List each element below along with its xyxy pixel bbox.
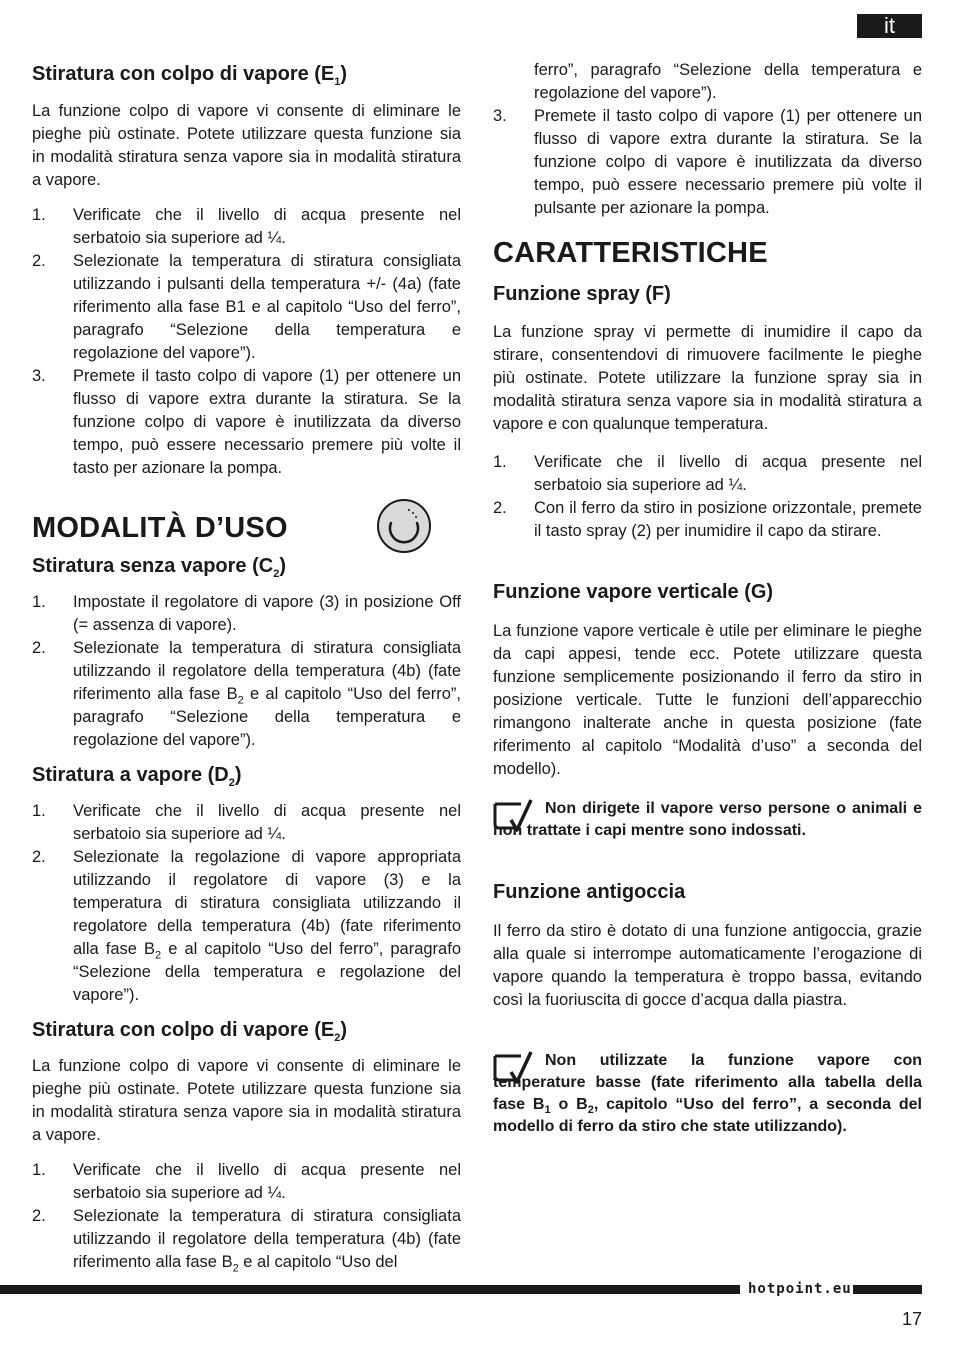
section-vertical-steam: Funzione vapore verticale (G) [493,581,774,603]
list-item: 1. Verificate che il livello di acqua presente nel serbatoio sia superiore ad ¼. [32,206,461,247]
page-number: 17 [901,1309,922,1329]
list-item: 3. Premete il tasto colpo di vapore (1) per ottenere un flusso di vapore extra durante la stiratura. Se la funzione colpo di vapore è inutilizzata da diverso tempo, può essere necessario premere più volte il tasto per azionare la pompa. [32,367,461,477]
note-check-icon [493,798,533,832]
section-title: Stiratura con colpo di vapore $(E_1)$ [32,63,348,88]
list-item: 2. Selezionate la regolazione di vapore appropriata utilizzando il regolatore di vapore (3) e la temperatura di stiratura consigliata utilizzando il regolatore della temperatura (4b) (fate riferimento alla fase $B_2$ e al capitolo “Uso del ferro”, paragrafo “Selezione della temperatura e regolazione del vapore”). [32,848,461,1004]
steam-dial-icon [377,499,431,553]
warning-note: Non utilizzate la funzione vapore con temperature basse (fate riferimento alla tabella della fase $B_1$ o $B_2$, capitolo “Uso del ferro”, a seconda del modello di ferro da stiro che state utilizzando). [493,1052,922,1135]
list-item: 2. Selezionate la temperatura di stiratura consigliata utilizzando i pulsanti della temperatura +/- (4a) (fate riferimento alla fase B1 e al capitolo “Uso del ferro”, paragrafo “Selezione della temperatura e regolazione del vapore”). [32,252,461,362]
list-item: 1. Impostate il regolatore di vapore (3) in posizione Off (= assenza di vapore). [32,593,461,634]
note-check-icon [493,1050,533,1084]
section-steam-shot-e2: Stiratura con colpo di vapore $(E_2)$ [32,1019,348,1044]
section-intro: La funzione colpo di vapore vi consente di eliminare le pieghe più ostinate. Potete utilizzare questa funzione sia in modalità stiratura senza vapore sia in modalità stiratura a vapore. [32,102,461,189]
steps-list [32,591,461,752]
page-heading: CARATTERISTICHE [493,237,768,269]
footer-rule [853,1285,922,1294]
section-intro: La funzione colpo di vapore vi consente di eliminare le pieghe più ostinate. Potete utilizzare questa funzione sia in modalità stiratura senza vapore sia in modalità stiratura a vapore. [32,1057,461,1144]
warning-note: Non dirigete il vapore verso persone o animali e non trattate i capi mentre sono indossati. [493,800,922,839]
section-steam-shot-e1 [32,62,461,86]
section-intro: La funzione vapore verticale è utile per eliminare le pieghe da capi appesi, tende ecc. Potete utilizzare questa funzione semplicemente posizionando il ferro da stiro in posizione verticale. Tutte le funzioni dell’apparecchio rimangono inalterate anche in questa posizione (fate riferimento al capitolo “Modalità d’uso” a seconda del modello). [493,622,922,778]
footer-rule [0,1285,740,1294]
steps-list [32,1159,461,1274]
section-spray: Funzione spray (F) [493,283,671,305]
list-item: 1. Verificate che il livello di acqua presente nel serbatoio sia superiore ad ¼. [493,453,922,494]
list-item: 2. Con il ferro da stiro in posizione orizzontale, premete il tasto spray (2) per inumidire il capo da stirare. [493,499,922,540]
list-item: 2. Selezionate la temperatura di stiratura consigliata utilizzando il regolatore della temperatura (4b) (fate riferimento alla fase $B_2$ e al capitolo “Uso del [32,1207,461,1275]
section-steam-d2: Stiratura a vapore $(D_2)$ [32,764,242,789]
section-intro: Il ferro da stiro è dotato di una funzione antigoccia, grazie alla quale si interrompe automaticamente l’erogazione di vapore quando la temperatura è troppo bassa, evitando così la fuoriuscita di gocce d’acqua dalla piastra. [493,922,922,1009]
steps-list [32,204,461,480]
steps-list [32,800,461,1007]
list-item: 3. Premete il tasto colpo di vapore (1) per ottenere un flusso di vapore extra durante la stiratura. Se la funzione colpo di vapore è inutilizzata da diverso tempo, può essere necessario premere più volte il pulsante per azionare la pompa. [493,107,922,217]
list-item: 1. Verificate che il livello di acqua presente nel serbatoio sia superiore ad ¼. [32,1161,461,1202]
section-no-steam-c2: Stiratura senza vapore $(C_2)$ [32,555,286,580]
section-anti-drip: Funzione antigoccia [493,881,686,903]
list-item: 2. Selezionate la temperatura di stiratura consigliata utilizzando il regolatore della temperatura (4b) (fate riferimento alla fase $B_2$ e al capitolo “Uso del ferro”, paragrafo “Selezione della temperatura e regolazione del vapore”). [32,639,461,749]
section-caratteristiche [493,236,922,270]
language-badge: it [857,14,922,38]
continued-steps: ferro”, paragrafo “Selezione della temperatura e regolazione del vapore”). 3. Premete il tasto colpo di vapore (1) per ottenere un flusso di vapore extra durante la stiratura. Se la funzione colpo di vapore è inutilizzata da diverso tempo, può essere necessario premere più volte il pulsante per azionare la pompa. [493,59,922,220]
brand-url: hotpoint.eu [748,1281,852,1297]
steps-list [493,451,922,543]
list-item: 1. Verificate che il livello di acqua presente nel serbatoio sia superiore ad ¼. [32,802,461,843]
section-intro: La funzione spray vi permette di inumidire il capo da stirare, consentendovi di rimuovere facilmente le pieghe più ostinate. Potete utilizzare la funzione spray sia in modalità stiratura senza vapore sia in modalità stiratura a vapore e con qualunque temperatura. [493,323,922,433]
page-heading: MODALITÀ D’USO [32,512,288,544]
